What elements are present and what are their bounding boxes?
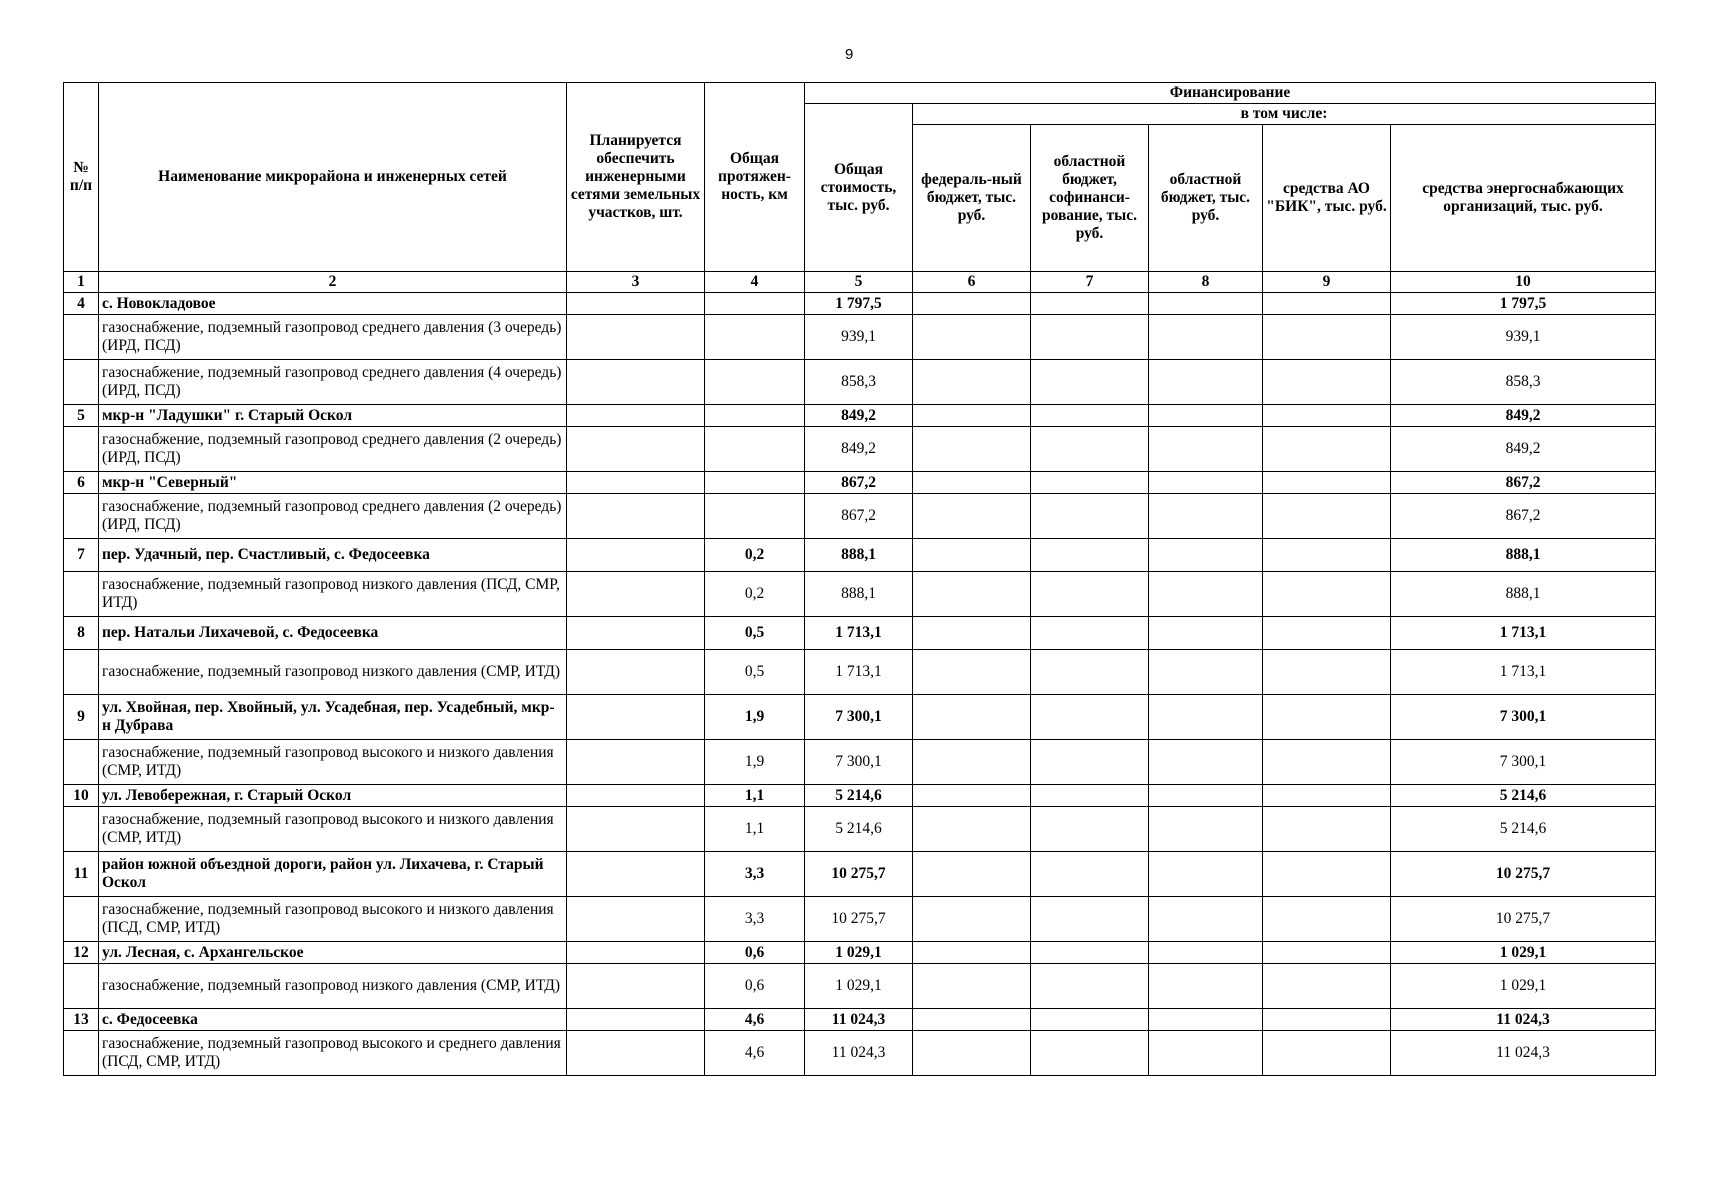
row-name: пер. Удачный, пер. Счастливый, с. Федосеевка [99, 539, 567, 572]
header-cost: Общая стоимость, тыс. руб. [805, 104, 913, 272]
row-length: 1,9 [705, 740, 805, 785]
row-name: газоснабжение, подземный газопровод среднего давления (2 очередь) (ИРД, ПСД) [99, 427, 567, 472]
col-number: 5 [805, 272, 913, 293]
header-regional: областной бюджет, тыс. руб. [1149, 125, 1263, 272]
row-cost: 939,1 [805, 315, 913, 360]
section-row [64, 539, 1656, 572]
row-regional-cofin [1031, 427, 1149, 472]
row-length: 3,3 [705, 897, 805, 942]
row-number: 11 [64, 852, 99, 897]
row-length [705, 494, 805, 539]
row-regional [1149, 472, 1263, 494]
row-federal [913, 1009, 1031, 1031]
row-planned [567, 695, 705, 740]
row-number: 8 [64, 617, 99, 650]
row-length: 0,5 [705, 617, 805, 650]
row-number [64, 315, 99, 360]
row-bik [1263, 405, 1391, 427]
row-bik [1263, 650, 1391, 695]
row-regional-cofin [1031, 315, 1149, 360]
row-energy: 10 275,7 [1391, 897, 1656, 942]
row-regional [1149, 942, 1263, 964]
row-regional [1149, 897, 1263, 942]
row-length [705, 315, 805, 360]
row-cost: 888,1 [805, 539, 913, 572]
row-number: 4 [64, 293, 99, 315]
row-federal [913, 293, 1031, 315]
row-energy: 7 300,1 [1391, 740, 1656, 785]
row-bik [1263, 427, 1391, 472]
section-row [64, 405, 1656, 427]
row-length [705, 427, 805, 472]
header-including: в том числе: [913, 104, 1656, 125]
col-number: 2 [99, 272, 567, 293]
row-number [64, 427, 99, 472]
row-energy: 1 029,1 [1391, 942, 1656, 964]
row-regional-cofin [1031, 405, 1149, 427]
row-name: мкр-н "Ладушки" г. Старый Оскол [99, 405, 567, 427]
header-financing: Финансирование [805, 83, 1656, 104]
row-length: 0,5 [705, 650, 805, 695]
row-regional-cofin [1031, 494, 1149, 539]
row-bik [1263, 494, 1391, 539]
section-row [64, 695, 1656, 740]
header-no: № п/п [64, 83, 99, 272]
row-cost: 849,2 [805, 405, 913, 427]
row-cost: 867,2 [805, 472, 913, 494]
row-name: с. Новокладовое [99, 293, 567, 315]
row-length: 4,6 [705, 1009, 805, 1031]
row-planned [567, 964, 705, 1009]
row-bik [1263, 897, 1391, 942]
row-name: газоснабжение, подземный газопровод высокого и низкого давления (СМР, ИТД) [99, 740, 567, 785]
table-row [64, 427, 1656, 472]
row-federal [913, 964, 1031, 1009]
row-regional [1149, 740, 1263, 785]
section-row [64, 942, 1656, 964]
row-federal [913, 539, 1031, 572]
header-federal: федераль-ный бюджет, тыс. руб. [913, 125, 1031, 272]
row-bik [1263, 1031, 1391, 1076]
row-energy: 1 713,1 [1391, 617, 1656, 650]
row-planned [567, 852, 705, 897]
col-number: 9 [1263, 272, 1391, 293]
row-length [705, 405, 805, 427]
row-energy: 10 275,7 [1391, 852, 1656, 897]
row-bik [1263, 942, 1391, 964]
row-planned [567, 472, 705, 494]
col-number: 10 [1391, 272, 1656, 293]
row-bik [1263, 360, 1391, 405]
row-regional-cofin [1031, 472, 1149, 494]
row-planned [567, 1009, 705, 1031]
row-number [64, 494, 99, 539]
row-planned [567, 897, 705, 942]
row-planned [567, 494, 705, 539]
row-regional-cofin [1031, 740, 1149, 785]
row-cost: 11 024,3 [805, 1009, 913, 1031]
row-planned [567, 740, 705, 785]
row-energy: 849,2 [1391, 405, 1656, 427]
row-length: 1,9 [705, 695, 805, 740]
row-bik [1263, 315, 1391, 360]
row-regional-cofin [1031, 650, 1149, 695]
row-regional-cofin [1031, 539, 1149, 572]
row-energy: 11 024,3 [1391, 1009, 1656, 1031]
table-row [64, 315, 1656, 360]
row-bik [1263, 539, 1391, 572]
row-regional [1149, 539, 1263, 572]
row-cost: 1 713,1 [805, 617, 913, 650]
row-number [64, 807, 99, 852]
row-number: 13 [64, 1009, 99, 1031]
section-row [64, 617, 1656, 650]
row-planned [567, 785, 705, 807]
table-row [64, 572, 1656, 617]
header-regional-cofin: областной бюджет, софинанси-рование, тыс. руб. [1031, 125, 1149, 272]
row-federal [913, 650, 1031, 695]
row-name: газоснабжение, подземный газопровод низкого давления (СМР, ИТД) [99, 964, 567, 1009]
row-federal [913, 405, 1031, 427]
col-number: 8 [1149, 272, 1263, 293]
row-length [705, 472, 805, 494]
row-cost: 5 214,6 [805, 785, 913, 807]
row-number: 9 [64, 695, 99, 740]
row-regional [1149, 572, 1263, 617]
row-energy: 11 024,3 [1391, 1031, 1656, 1076]
row-bik [1263, 852, 1391, 897]
row-federal [913, 427, 1031, 472]
row-energy: 939,1 [1391, 315, 1656, 360]
row-energy: 7 300,1 [1391, 695, 1656, 740]
row-length [705, 293, 805, 315]
row-energy: 1 797,5 [1391, 293, 1656, 315]
row-planned [567, 539, 705, 572]
row-number: 5 [64, 405, 99, 427]
row-federal [913, 1031, 1031, 1076]
row-energy: 849,2 [1391, 427, 1656, 472]
row-regional [1149, 807, 1263, 852]
row-cost: 888,1 [805, 572, 913, 617]
row-name: газоснабжение, подземный газопровод среднего давления (4 очередь) (ИРД, ПСД) [99, 360, 567, 405]
row-federal [913, 360, 1031, 405]
table-row [64, 807, 1656, 852]
row-cost: 1 797,5 [805, 293, 913, 315]
row-federal [913, 494, 1031, 539]
row-number [64, 740, 99, 785]
row-regional-cofin [1031, 964, 1149, 1009]
row-planned [567, 617, 705, 650]
row-regional-cofin [1031, 897, 1149, 942]
row-number: 6 [64, 472, 99, 494]
table-row [64, 494, 1656, 539]
row-planned [567, 942, 705, 964]
row-length: 0,2 [705, 572, 805, 617]
row-planned [567, 315, 705, 360]
col-number: 7 [1031, 272, 1149, 293]
row-cost: 1 029,1 [805, 964, 913, 1009]
row-regional [1149, 315, 1263, 360]
row-planned [567, 293, 705, 315]
row-length: 0,6 [705, 942, 805, 964]
row-planned [567, 360, 705, 405]
row-regional [1149, 360, 1263, 405]
row-bik [1263, 572, 1391, 617]
section-row [64, 785, 1656, 807]
table-row [64, 964, 1656, 1009]
row-regional [1149, 964, 1263, 1009]
row-cost: 11 024,3 [805, 1031, 913, 1076]
row-number: 7 [64, 539, 99, 572]
col-number: 4 [705, 272, 805, 293]
row-name: газоснабжение, подземный газопровод среднего давления (2 очередь) (ИРД, ПСД) [99, 494, 567, 539]
row-number [64, 360, 99, 405]
row-number [64, 1031, 99, 1076]
row-energy: 5 214,6 [1391, 807, 1656, 852]
row-number: 12 [64, 942, 99, 964]
row-regional-cofin [1031, 785, 1149, 807]
row-bik [1263, 807, 1391, 852]
row-energy: 1 029,1 [1391, 964, 1656, 1009]
section-row [64, 852, 1656, 897]
header-bik: средства АО "БИК", тыс. руб. [1263, 125, 1391, 272]
row-energy: 5 214,6 [1391, 785, 1656, 807]
row-name: пер. Натальи Лихачевой, с. Федосеевка [99, 617, 567, 650]
row-energy: 867,2 [1391, 472, 1656, 494]
row-energy: 888,1 [1391, 572, 1656, 617]
row-bik [1263, 1009, 1391, 1031]
row-federal [913, 807, 1031, 852]
header-name: Наименование микрорайона и инженерных сетей [99, 83, 567, 272]
row-planned [567, 1031, 705, 1076]
section-row [64, 293, 1656, 315]
row-federal [913, 315, 1031, 360]
table-row [64, 740, 1656, 785]
row-federal [913, 785, 1031, 807]
row-length: 3,3 [705, 852, 805, 897]
row-length: 0,2 [705, 539, 805, 572]
row-regional-cofin [1031, 695, 1149, 740]
row-length: 1,1 [705, 807, 805, 852]
header-planned: Планируется обеспечить инженерными сетями земельных участков, шт. [567, 83, 705, 272]
row-planned [567, 405, 705, 427]
header-length: Общая протяжен-ность, км [705, 83, 805, 272]
row-regional-cofin [1031, 360, 1149, 405]
row-planned [567, 572, 705, 617]
table-body [64, 293, 1656, 1076]
row-regional [1149, 427, 1263, 472]
table-row [64, 1031, 1656, 1076]
row-federal [913, 897, 1031, 942]
row-cost: 7 300,1 [805, 695, 913, 740]
row-cost: 5 214,6 [805, 807, 913, 852]
col-number: 6 [913, 272, 1031, 293]
row-regional-cofin [1031, 942, 1149, 964]
row-length [705, 360, 805, 405]
row-regional-cofin [1031, 1031, 1149, 1076]
row-bik [1263, 617, 1391, 650]
row-federal [913, 740, 1031, 785]
row-cost: 858,3 [805, 360, 913, 405]
table-row [64, 650, 1656, 695]
row-regional [1149, 1009, 1263, 1031]
row-regional [1149, 293, 1263, 315]
row-bik [1263, 964, 1391, 1009]
row-name: газоснабжение, подземный газопровод низкого давления (ПСД, СМР, ИТД) [99, 572, 567, 617]
row-number [64, 572, 99, 617]
row-federal [913, 472, 1031, 494]
row-name: мкр-н "Северный" [99, 472, 567, 494]
row-federal [913, 852, 1031, 897]
row-bik [1263, 695, 1391, 740]
financing-table [63, 82, 1656, 1076]
row-cost: 7 300,1 [805, 740, 913, 785]
row-federal [913, 942, 1031, 964]
row-planned [567, 427, 705, 472]
row-length: 1,1 [705, 785, 805, 807]
row-regional-cofin [1031, 572, 1149, 617]
row-regional [1149, 650, 1263, 695]
row-energy: 888,1 [1391, 539, 1656, 572]
row-name: ул. Лесная, с. Архангельское [99, 942, 567, 964]
row-federal [913, 695, 1031, 740]
row-regional [1149, 852, 1263, 897]
row-regional [1149, 695, 1263, 740]
row-name: ул. Левобережная, г. Старый Оскол [99, 785, 567, 807]
row-name: газоснабжение, подземный газопровод среднего давления (3 очередь) (ИРД, ПСД) [99, 315, 567, 360]
row-regional-cofin [1031, 1009, 1149, 1031]
row-cost: 10 275,7 [805, 852, 913, 897]
page-number: 9 [845, 46, 854, 63]
col-number: 1 [64, 272, 99, 293]
row-name: газоснабжение, подземный газопровод низкого давления (СМР, ИТД) [99, 650, 567, 695]
row-regional [1149, 1031, 1263, 1076]
table-row [64, 897, 1656, 942]
row-federal [913, 617, 1031, 650]
row-regional [1149, 785, 1263, 807]
section-row [64, 1009, 1656, 1031]
row-cost: 867,2 [805, 494, 913, 539]
row-energy: 858,3 [1391, 360, 1656, 405]
row-number [64, 964, 99, 1009]
row-number: 10 [64, 785, 99, 807]
row-number [64, 897, 99, 942]
row-name: с. Федосеевка [99, 1009, 567, 1031]
row-cost: 849,2 [805, 427, 913, 472]
section-row [64, 472, 1656, 494]
row-regional [1149, 494, 1263, 539]
row-name: газоснабжение, подземный газопровод высокого и низкого давления (СМР, ИТД) [99, 807, 567, 852]
row-name: ул. Хвойная, пер. Хвойный, ул. Усадебная, пер. Усадебный, мкр-н Дубрава [99, 695, 567, 740]
row-cost: 10 275,7 [805, 897, 913, 942]
row-cost: 1 029,1 [805, 942, 913, 964]
row-regional [1149, 405, 1263, 427]
row-name: район южной объездной дороги, район ул. Лихачева, г. Старый Оскол [99, 852, 567, 897]
row-name: газоснабжение, подземный газопровод высокого и низкого давления (ПСД, СМР, ИТД) [99, 897, 567, 942]
row-energy: 1 713,1 [1391, 650, 1656, 695]
row-regional-cofin [1031, 617, 1149, 650]
row-planned [567, 807, 705, 852]
row-bik [1263, 785, 1391, 807]
header-energy: средства энергоснабжающих организаций, тыс. руб. [1391, 125, 1656, 272]
row-federal [913, 572, 1031, 617]
row-length: 0,6 [705, 964, 805, 1009]
row-regional-cofin [1031, 293, 1149, 315]
row-length: 4,6 [705, 1031, 805, 1076]
row-energy: 867,2 [1391, 494, 1656, 539]
row-bik [1263, 293, 1391, 315]
row-bik [1263, 740, 1391, 785]
row-regional-cofin [1031, 852, 1149, 897]
row-regional-cofin [1031, 807, 1149, 852]
row-planned [567, 650, 705, 695]
row-number [64, 650, 99, 695]
table-row [64, 360, 1656, 405]
row-name: газоснабжение, подземный газопровод высокого и среднего давления (ПСД, СМР, ИТД) [99, 1031, 567, 1076]
row-bik [1263, 472, 1391, 494]
row-regional [1149, 617, 1263, 650]
col-number: 3 [567, 272, 705, 293]
row-cost: 1 713,1 [805, 650, 913, 695]
